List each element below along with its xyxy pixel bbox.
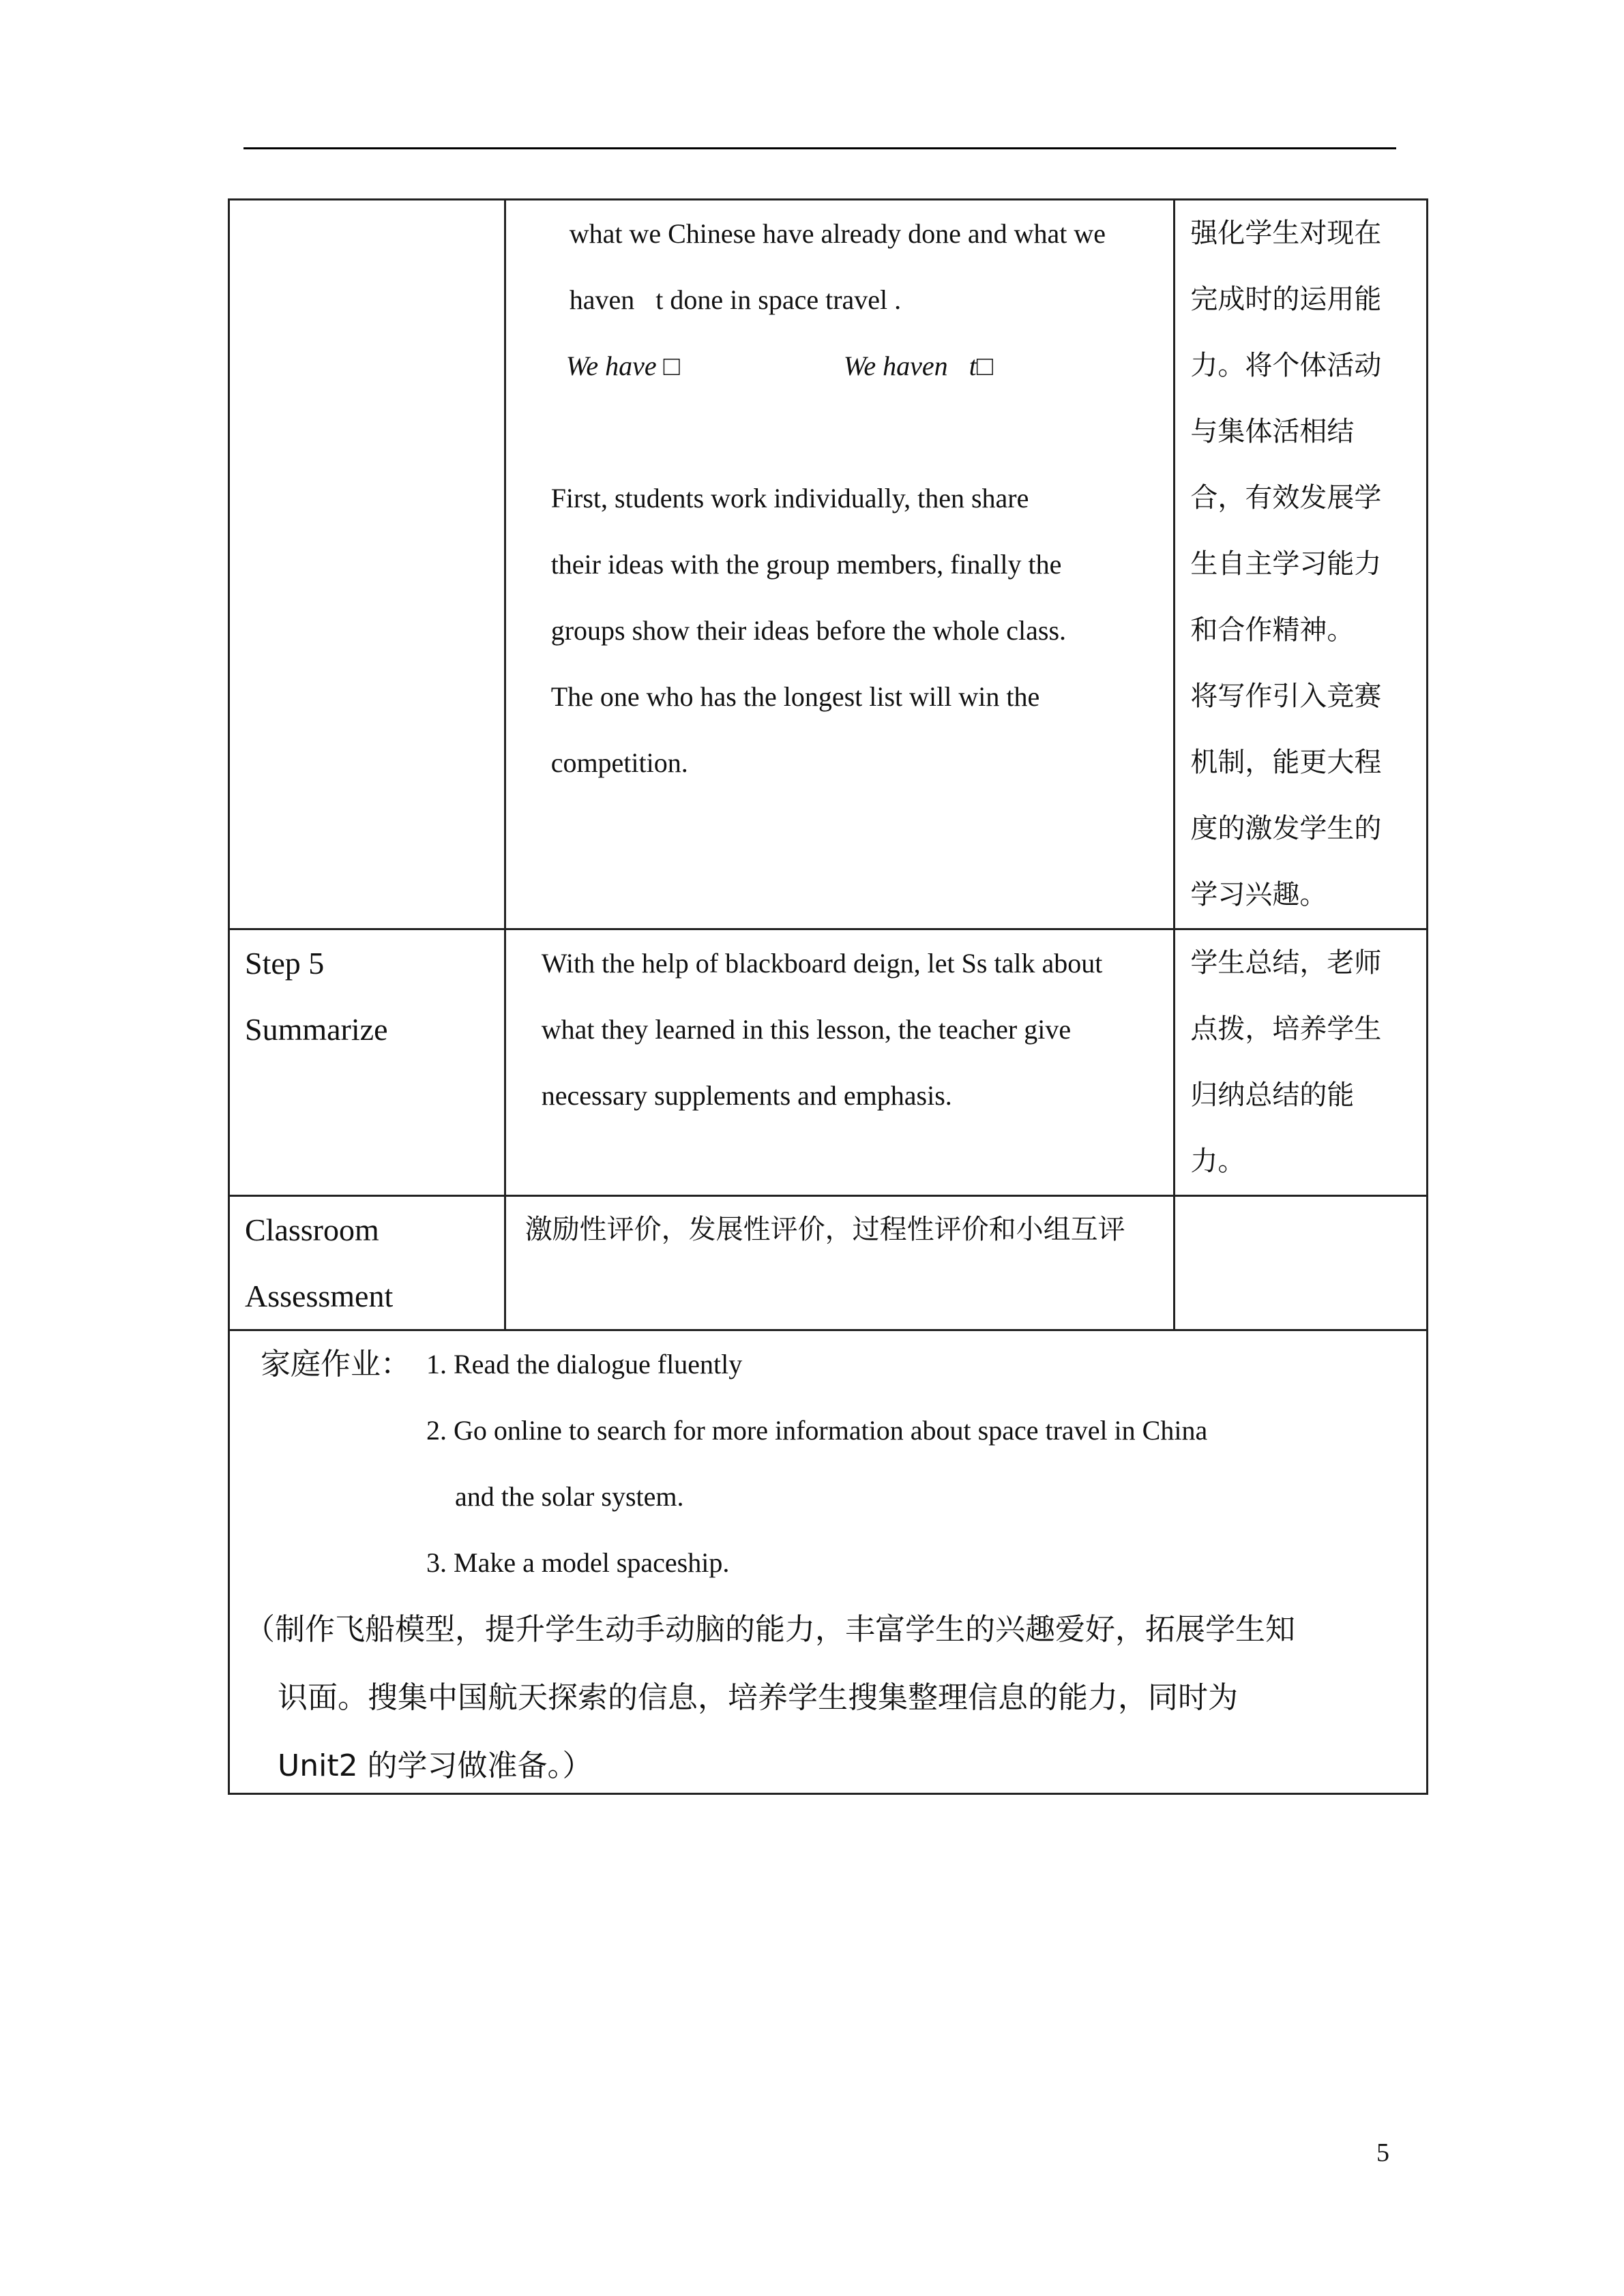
procedure-line: groups show their ideas before the whole class. <box>550 615 1067 646</box>
activity-cell <box>505 200 1175 929</box>
activity-line: haven t done in space travel . <box>569 284 902 315</box>
lesson-plan-table <box>228 198 1428 1795</box>
have-havent-line <box>547 333 1174 399</box>
activity-line: necessary supplements and emphasis. <box>541 1080 952 1111</box>
assessment-text: 激励性评价，发展性评价，过程性评价和小组互评 <box>525 1214 1125 1245</box>
purpose-line: 完成时的运用能 <box>1190 284 1382 315</box>
note-line: Unit2 的学习做准备。） <box>278 1748 593 1783</box>
procedure-line: First, students work individually, then share <box>550 483 1029 513</box>
purpose-line: 点拨，培养学生 <box>1190 1013 1382 1045</box>
activity-line: what we Chinese have already done and what we <box>569 218 1106 249</box>
purpose-line: 机制，能更大程 <box>1190 747 1382 778</box>
we-havent-label: We haven t□ <box>843 351 994 381</box>
purpose-line: 生自主学习能力 <box>1190 548 1382 580</box>
step-title: Summarize <box>245 1012 388 1047</box>
purpose-line: 学生总结，老师 <box>1190 947 1382 979</box>
homework-item: 1. Read the dialogue fluently <box>426 1349 743 1380</box>
table-row <box>229 1196 1428 1330</box>
header-rule <box>243 147 1396 149</box>
procedure-line: their ideas with the group members, finally the <box>550 549 1062 580</box>
purpose-line: 与集体活相结 <box>1190 416 1355 447</box>
purpose-line: 将写作引入竞赛 <box>1190 681 1382 712</box>
purpose-cell <box>1175 1196 1428 1330</box>
assessment-label: Classroom <box>245 1212 379 1247</box>
table-row <box>229 929 1428 1196</box>
purpose-line: 学习兴趣。 <box>1190 879 1327 910</box>
activity-line: With the help of blackboard deign, let Ss talk about <box>541 948 1103 979</box>
homework-cell <box>229 1330 1428 1794</box>
homework-item: 2. Go online to search for more information about space travel in China <box>426 1415 1208 1446</box>
note-line: （制作飞船模型，提升学生动手动脑的能力，丰富学生的兴趣爱好，拓展学生知 <box>245 1612 1295 1647</box>
purpose-cell <box>1175 929 1428 1196</box>
purpose-line: 力。 <box>1190 1146 1245 1177</box>
activity-line: what they learned in this lesson, the teacher give <box>541 1014 1072 1045</box>
purpose-line: 力。将个体活动 <box>1190 350 1382 381</box>
assessment-label: Assessment <box>245 1279 394 1313</box>
procedure-line: The one who has the longest list will win the <box>550 681 1040 712</box>
step-label: Step 5 <box>245 946 325 981</box>
purpose-line: 强化学生对现在 <box>1190 218 1382 249</box>
purpose-line: 和合作精神。 <box>1190 614 1355 646</box>
step-cell <box>229 200 505 929</box>
homework-label: 家庭作业： <box>261 1347 411 1382</box>
purpose-line: 归纳总结的能 <box>1190 1079 1355 1111</box>
activity-cell <box>505 1196 1175 1330</box>
homework-item: 3. Make a model spaceship. <box>426 1547 730 1578</box>
activity-cell <box>505 929 1175 1196</box>
purpose-line: 度的激发学生的 <box>1190 813 1382 844</box>
homework-note <box>245 1596 1425 1800</box>
step-cell <box>229 929 505 1196</box>
note-line: 识面。搜集中国航天探索的信息，培养学生搜集整理信息的能力，同时为 <box>278 1680 1238 1715</box>
page-number: 5 <box>1376 2138 1389 2167</box>
purpose-line: 合，有效发展学 <box>1190 482 1382 513</box>
table-row <box>229 1330 1428 1794</box>
table-row <box>229 200 1428 929</box>
we-have-label: We have □ <box>565 351 680 381</box>
purpose-cell <box>1175 200 1428 929</box>
homework-item: and the solar system. <box>455 1481 684 1512</box>
step-cell <box>229 1196 505 1330</box>
procedure-line: competition. <box>550 747 688 778</box>
